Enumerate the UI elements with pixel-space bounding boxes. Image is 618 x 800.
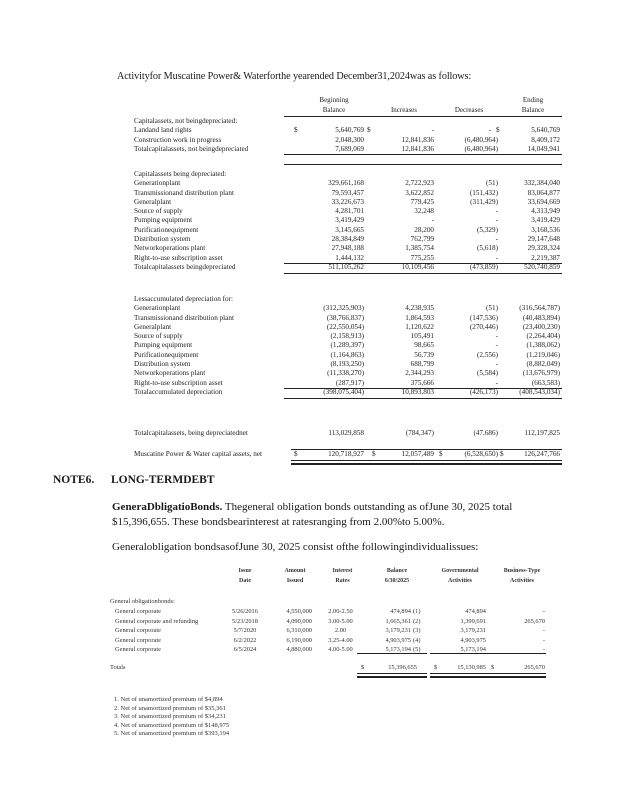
total-row: Totalaccumulated depreciation (398,075,404) 10,893,803 (426,173) (408,543,034) (134, 387, 560, 396)
col-header-ending: Ending Balance (521, 96, 545, 114)
table-row: Generalplant (22,550,054) 1,120,622 (270,446) (23,400,230) (134, 322, 560, 331)
table-row: Right-to-use subscription asset (287,917) 375,666 - (663,583) (134, 378, 560, 387)
section-heading: General obligationbonds: (110, 598, 175, 605)
table-row: Source of supply 4,281,701 32,248 - 4,313,949 (134, 207, 560, 216)
table-row: Generationplant 329,661,168 2,722,923 (51) 332,384,040 (134, 179, 560, 188)
table-row: General corporate 6/2/2022 6,190,000 3.25-4.00 4,903,975 (4) 4,903,975 - (115, 636, 545, 644)
col-header-governmental: Governmental Activities (441, 568, 479, 584)
paragraph-lead: GeneraDbligatioBonds. (112, 501, 223, 513)
col-header-issue-date: Issue Date (238, 568, 252, 584)
section-heading: Capitalassets being depreciated: (134, 170, 227, 178)
table-row: Networkoperations plant (11,338,270) 2,344,293 (5,584) (13,676,979) (134, 369, 560, 378)
col-header-amount: Amount Issued (284, 568, 306, 584)
table-row: Purificationequipment (1,164,863) 56,739 (2,556) (1,219,046) (134, 350, 560, 359)
table-row: Source of supply (2,158,913) 105,491 - (2,264,404) (134, 332, 560, 341)
table-row: General corporate 5/7/2020 6,310,000 2.00 3,179,231 (3) 3,179,231 - (115, 627, 545, 634)
col-header-increases: Increases (390, 106, 418, 114)
section-heading: Capitalassets, not beingdepreciated: (134, 117, 238, 125)
footnote: 4. Net of unamortized premium of $148,975 (114, 721, 230, 729)
table-row: Transmissionand distribution plant 79,593,457 3,622,852 (151,432) 83,064,877 (134, 188, 560, 197)
table-row: Pumping equipment 3,419,429 - - 3,419,429 (134, 216, 560, 225)
depreciated-net-row: Totalcapitalassets, being depreciatednet 113,029,858 (784,347) (47,686) 112,197,825 (134, 429, 560, 437)
grand-total-row: Muscatine Power & Water capital assets, net $ 120,718,927 $ 12,057,489 $ (6,528,650) $ 126,247,766 (134, 450, 560, 458)
note-paragraph-1: GeneraDbligatioBonds. Thegeneral obligation bonds outstanding as ofJune 30, 2025 total $15,396,655. These bondsbearinterest at ratesranging from 2.00%to 5.00%. (112, 501, 513, 528)
intro-sentence: Activityfor Muscatine Power& Waterforthe yearended December31,2024was as follows: (117, 71, 472, 82)
footnote: 1. Net of unamortized premium of $4,894 (114, 696, 223, 703)
totals-row: Totals $ 15,396,655 $ 15,130,985 $ 265,670 (110, 664, 545, 671)
note-title: LONG-TERMDEBT (111, 474, 215, 486)
section-heading: Lessaccumulated depreciation for: (134, 295, 233, 303)
footnote: 2. Net of unamortized premium of $35,361 (114, 704, 226, 712)
table-row: Generationplant (312,325,903) 4,238,935 (51) (316,564,787) (134, 304, 560, 313)
total-row: Totalcapitalassets, not beingdepreciated 7,689,069 12,841,836 (6,480,964) 14,049,941 (134, 144, 560, 153)
note-paragraph-2: Generalobligation bondsasofJune 30, 2025 consist ofthe followingindividualissues: (112, 541, 479, 553)
footnote: 3. Net of unamortized premium of $34,231 (114, 713, 226, 720)
table-row: Networkoperations plant 27,948,188 1,385,754 (5,618) 29,328,324 (134, 244, 560, 253)
col-header-decreases: Decreases (454, 106, 484, 114)
table-row: Distribution system 28,384,849 762,799 - 29,147,648 (134, 235, 560, 244)
footnotes (114, 696, 229, 739)
col-header-interest: Interest Rates (332, 568, 353, 584)
note-number: NOTE6. (53, 474, 95, 486)
table-row: General corporate 5/26/2016 4,550,000 2.00-2.50 474,894 (1) 474,894 - (115, 608, 545, 615)
col-header-business: Business-Type Activities (503, 568, 541, 584)
col-header-balance: Balance 6/30/2025 (384, 568, 410, 584)
section-not-depreciated (134, 117, 564, 154)
table-row: Distribution system (8,193,250) 688,799 - (8,882,049) (134, 360, 560, 369)
table-row: General corporate 6/5/2024 4,880,000 4.00-5.00 5,173,194 (5) 5,173,194 - (115, 646, 545, 653)
table-row: Generalplant 33,226,673 779,425 (311,429) 33,694,669 (134, 197, 560, 206)
table-row: Purificationequipment 3,145,665 28,200 (5,329) 3,168,536 (134, 225, 560, 234)
section-accumulated-depreciation (134, 295, 564, 397)
section-depreciated (134, 170, 564, 272)
footnote: 5. Net of unamortized premium of $393,194 (114, 730, 230, 737)
table-row: Construction work in progress 2,048,300 12,841,836 (6,480,964) 8,409,172 (134, 135, 560, 144)
table-row: Transmissionand distribution plant (38,766,837) 1,864,593 (147,536) (40,483,894) (134, 313, 560, 322)
table-row: Right-to-use subscription asset 1,444,132 775,255 - 2,219,387 (134, 253, 560, 262)
total-row: Totalcapitalassets beingdepreciated 511,105,262 10,109,456 (473,859) 520,740,859 (134, 262, 560, 271)
table-row: Pumping equipment (1,289,397) 98,665 - (1,388,062) (134, 341, 560, 350)
table-row: General corporate and refunding 5/23/2018 4,090,000 3.00-5.00 1,665,361 (2) 1,399,691 265,670 (115, 617, 545, 625)
col-header-beginning: Beginning Balance (319, 96, 349, 114)
table-row: Landand land rights $ 5,640,769 $ - - $ 5,640,769 (134, 126, 560, 135)
